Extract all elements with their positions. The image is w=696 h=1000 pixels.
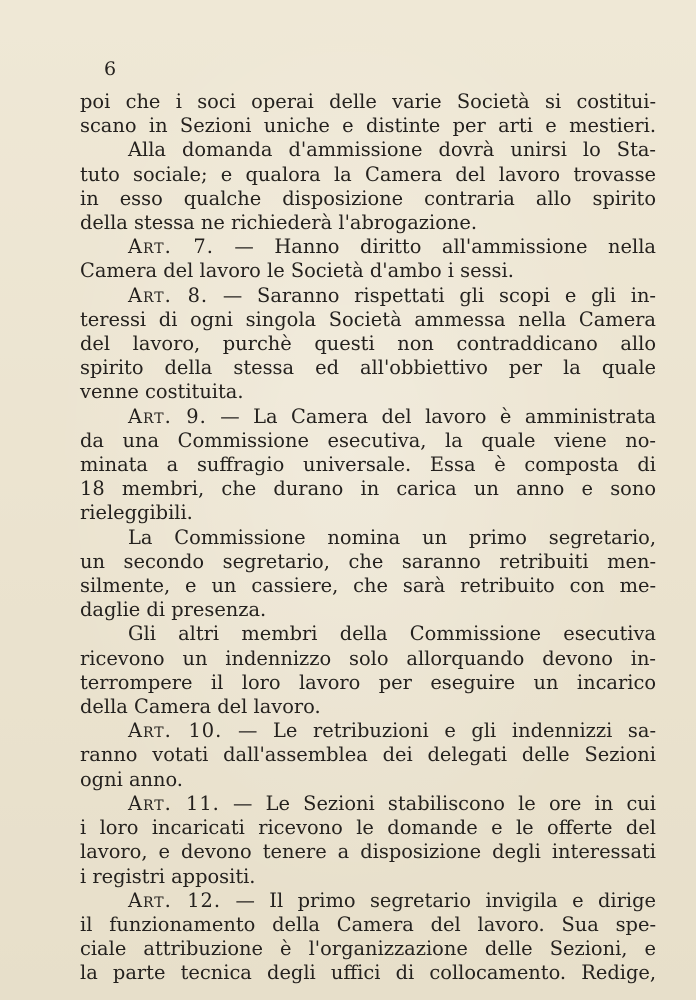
article-heading-line — [80, 719, 656, 743]
text-line — [80, 114, 656, 138]
text-line — [80, 187, 656, 211]
text-line — [80, 138, 656, 162]
text-line — [80, 865, 656, 889]
line-text: — La Camera del lavoro è amministrata — [206, 404, 656, 428]
text-line — [80, 90, 656, 114]
text-line — [80, 526, 656, 550]
line-text: i registri appositi. — [80, 864, 256, 888]
text-line — [80, 622, 656, 646]
text-line — [80, 961, 656, 985]
line-text: — Il primo segretario invigila e dirige — [221, 888, 656, 912]
article-label: Art. 11. — [128, 791, 220, 815]
line-text: — Le Sezioni stabiliscono le ore in cui — [219, 791, 656, 815]
line-text: Camera del lavoro le Società d'ambo i sessi. — [80, 259, 514, 283]
line-text: daglie di presenza. — [80, 598, 267, 622]
line-text: poi che i soci operai delle varie Società si costitui- — [80, 90, 656, 113]
line-text: terrompere il loro lavoro per eseguire un incarico — [80, 670, 656, 694]
text-line — [80, 259, 656, 283]
article-heading-line — [80, 889, 656, 913]
text-line — [80, 501, 656, 525]
text-line — [80, 429, 656, 453]
text-line — [80, 647, 656, 671]
page-number: 6 — [104, 58, 117, 80]
line-text: — Hanno diritto all'ammissione nella — [213, 235, 656, 259]
text-line — [80, 308, 656, 332]
text-line — [80, 768, 656, 792]
text-line — [80, 356, 656, 380]
text-line — [80, 574, 656, 598]
line-text: lavoro, e devono tenere a disposizione degli interessati — [80, 840, 656, 864]
article-label: Art. 10. — [128, 719, 223, 743]
article-label: Art. 9. — [128, 404, 207, 428]
line-text: del lavoro, purchè questi non contraddicano allo — [80, 332, 656, 356]
text-line — [80, 743, 656, 767]
statute-text — [80, 90, 656, 986]
line-text: il funzionamento della Camera del lavoro. Sua spe- — [80, 912, 656, 936]
line-text: spirito della stessa ed all'obbiettivo per la quale — [80, 356, 656, 380]
line-text: minata a suffragio universale. Essa è composta di — [80, 453, 656, 477]
article-heading-line — [80, 235, 656, 259]
article-label: Art. 12. — [128, 888, 222, 912]
line-text: La Commissione nomina un primo segretario, — [128, 525, 656, 549]
line-text: la parte tecnica degli uffici di collocamento. Redige, — [80, 961, 656, 985]
text-line — [80, 816, 656, 840]
line-text: venne costituita. — [80, 380, 244, 404]
article-heading-line — [80, 405, 656, 429]
article-label: Art. 7. — [128, 235, 214, 259]
text-line — [80, 550, 656, 574]
line-text: della Camera del lavoro. — [80, 695, 321, 719]
line-text: un secondo segretario, che saranno retribuiti men- — [80, 549, 656, 573]
line-text: Gli altri membri della Commissione esecutiva — [128, 622, 656, 646]
line-text: ricevono un indennizzo solo allorquando devono in- — [80, 646, 656, 670]
text-line — [80, 937, 656, 961]
line-text: tuto sociale; e qualora la Camera del lavoro trovasse — [80, 162, 656, 186]
text-line — [80, 695, 656, 719]
line-text: 18 membri, che durano in carica un anno e sono — [80, 477, 656, 501]
article-label: Art. 8. — [128, 283, 209, 307]
line-text: in esso qualche disposizione contraria allo spirito — [80, 186, 656, 210]
article-heading-line — [80, 284, 656, 308]
text-line — [80, 671, 656, 695]
line-text: silmente, e un cassiere, che sarà retribuito con me- — [80, 574, 656, 598]
line-text: da una Commissione esecutiva, la quale viene no- — [80, 428, 656, 452]
text-line — [80, 598, 656, 622]
line-text: rieleggibili. — [80, 501, 193, 525]
text-line — [80, 477, 656, 501]
line-text: — Le retribuzioni e gli indennizzi sa- — [222, 719, 656, 743]
article-heading-line — [80, 792, 656, 816]
line-text: ogni anno. — [80, 767, 183, 791]
line-text: scano in Sezioni uniche e distinte per arti e mestieri. — [80, 114, 656, 138]
line-text: della stessa ne richiederà l'abrogazione. — [80, 211, 478, 235]
text-line — [80, 332, 656, 356]
text-line — [80, 211, 656, 235]
line-text: i loro incaricati ricevono le domande e le offerte del — [80, 816, 656, 840]
line-text: ranno votati dall'assemblea dei delegati delle Sezioni — [80, 743, 656, 767]
text-line — [80, 163, 656, 187]
line-text: ciale attribuzione è l'organizzazione delle Sezioni, e — [80, 937, 656, 961]
text-line — [80, 453, 656, 477]
text-line — [80, 913, 656, 937]
text-line — [80, 840, 656, 864]
line-text: Alla domanda d'ammissione dovrà unirsi lo Sta- — [128, 138, 656, 162]
line-text: teressi di ogni singola Società ammessa nella Camera — [80, 307, 656, 331]
line-text: — Saranno rispettati gli scopi e gli in- — [208, 283, 656, 307]
text-line — [80, 380, 656, 404]
